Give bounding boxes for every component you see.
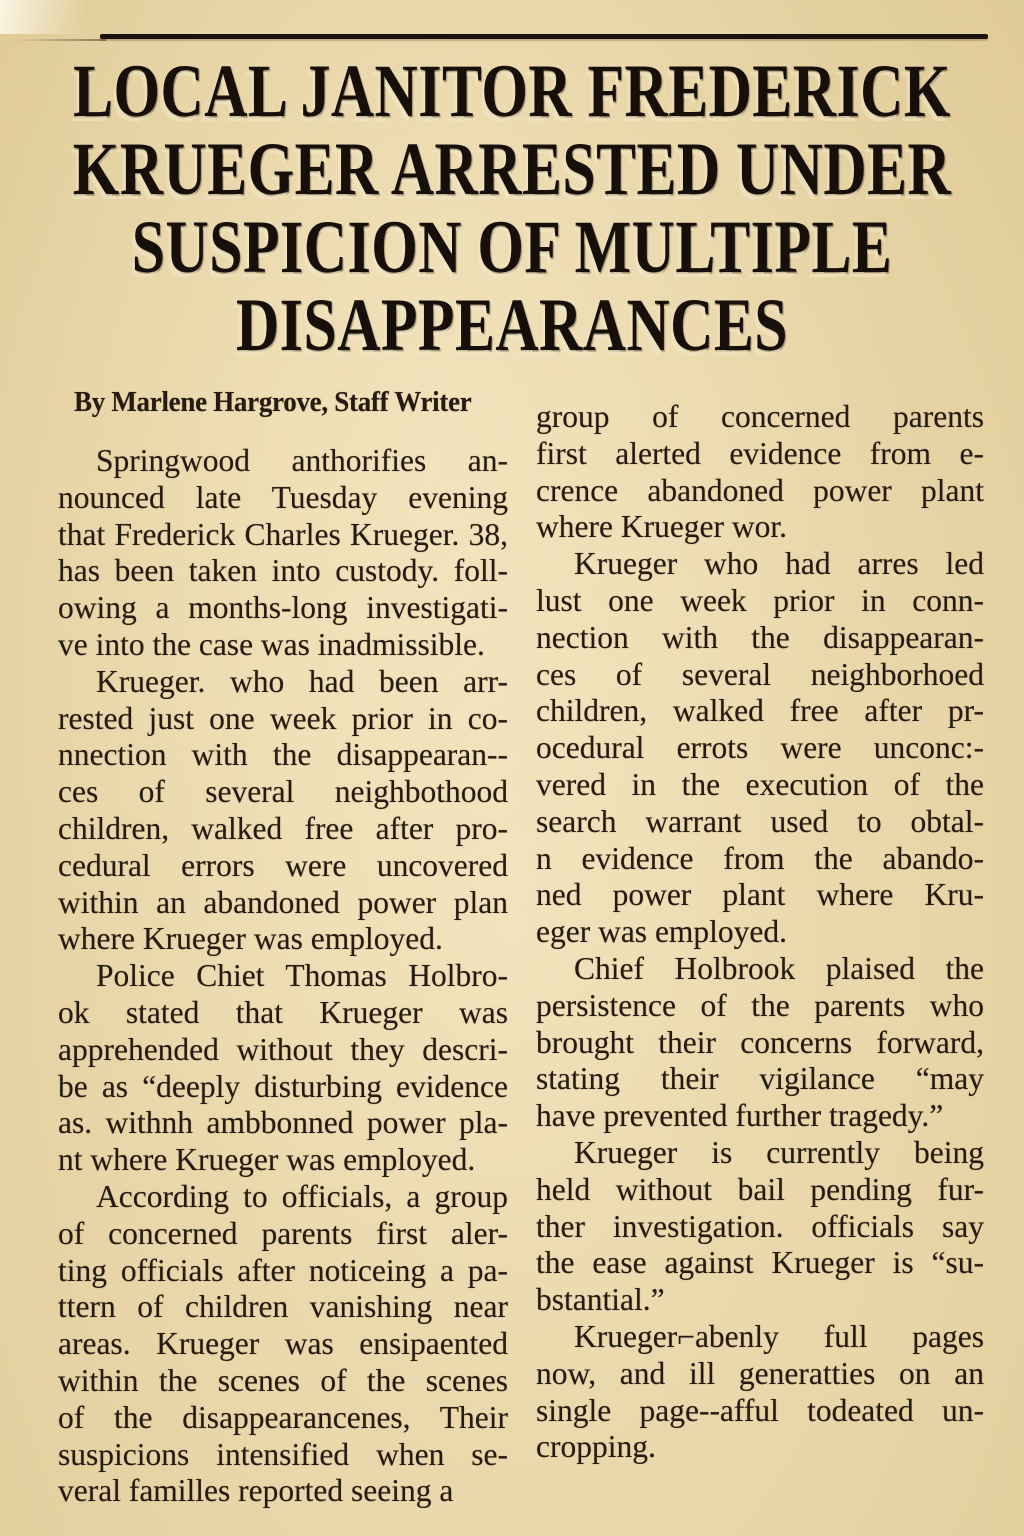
body-line: search warrant used to obtal- bbox=[536, 803, 984, 839]
paragraph bbox=[536, 1319, 984, 1466]
body-line: apprehended without they descri- bbox=[58, 1031, 508, 1067]
body-line: ting officials after noticeing a pa- bbox=[58, 1252, 508, 1288]
body-line: within the scenes of the scenes bbox=[58, 1362, 508, 1398]
body-line: single page--afful todeated un- bbox=[536, 1392, 984, 1428]
body-line: bstantial.” bbox=[536, 1282, 665, 1318]
paragraph bbox=[536, 951, 984, 1135]
body-line: cedural errors were uncovered bbox=[58, 847, 508, 883]
body-line: suspicions intensified when se- bbox=[58, 1436, 508, 1472]
body-line: n evidence from the abando- bbox=[536, 840, 984, 876]
body-line: brought their concerns forward, bbox=[536, 1024, 984, 1060]
paragraph bbox=[536, 399, 984, 546]
body-line: children, walked free after pro- bbox=[58, 810, 508, 846]
body-line: first alerted evidence from e- bbox=[536, 435, 984, 471]
body-line: now, and ill generatties on an bbox=[536, 1355, 984, 1391]
body-line: persistence of the parents who bbox=[536, 987, 984, 1023]
paragraph bbox=[536, 1135, 984, 1319]
body-line: has been taken into custody. foll- bbox=[58, 553, 508, 589]
column-right bbox=[536, 385, 984, 1466]
body-line: have prevented further tragedy.” bbox=[536, 1098, 944, 1134]
body-line: Police Chiet Thomas Holbro- bbox=[96, 958, 508, 994]
body-line: ned power plant where Kru- bbox=[536, 877, 984, 913]
paragraph bbox=[58, 443, 508, 664]
headline-line: DISAPPEARANCES bbox=[235, 283, 789, 367]
body-line: cropping. bbox=[536, 1429, 656, 1465]
body-line: Krueger is currently being bbox=[574, 1134, 984, 1170]
body-line: the ease against Krueger is “su- bbox=[536, 1245, 984, 1281]
body-line: of concerned parents first aler- bbox=[58, 1215, 508, 1251]
body-line: within an abandoned power plan bbox=[58, 884, 508, 920]
body-line: Krueger who had arres led bbox=[574, 546, 984, 582]
body-line: nt where Krueger was employed. bbox=[58, 1142, 476, 1178]
body-line: that Frederick Charles Krueger. 38, bbox=[58, 516, 508, 552]
body-line: vered in the execution of the bbox=[536, 766, 984, 802]
masthead-rule-fade bbox=[14, 39, 106, 41]
body-line: group of concerned parents bbox=[536, 399, 984, 434]
body-line: be as “deeply disturbing evidence bbox=[58, 1068, 508, 1104]
body-line: held without bail pending fur- bbox=[536, 1171, 984, 1207]
body-line: Krueger⌐abenly full pages bbox=[574, 1318, 984, 1354]
headline-line: SUSPICION OF MULTIPLE bbox=[131, 205, 893, 289]
body-line: Krueger. who had been arr- bbox=[96, 663, 508, 699]
body-line: as. withnh ambbonned power pla- bbox=[58, 1105, 508, 1141]
body-line: stating their vigilance “may bbox=[536, 1061, 984, 1097]
body-line: Springwood anthorifies an- bbox=[96, 443, 508, 478]
body-line: owing a months-long investigati- bbox=[58, 590, 508, 626]
paper-glare bbox=[0, 0, 120, 34]
body-line: ocedural errots were unconc:- bbox=[536, 730, 984, 766]
body-line: where Krueger wor. bbox=[536, 509, 788, 545]
body-line: children, walked free after pr- bbox=[536, 693, 984, 729]
headline-line: KRUEGER ARRESTED UNDER bbox=[72, 127, 952, 211]
article-columns bbox=[58, 385, 984, 1510]
body-line: ces of several neighbothood bbox=[58, 774, 508, 810]
headline bbox=[0, 48, 1024, 367]
body-line: ok stated that Krueger was bbox=[58, 994, 508, 1030]
body-line: Chief Holbrook plaised the bbox=[574, 950, 984, 986]
paragraph bbox=[536, 546, 984, 951]
body-line: areas. Krueger was ensipaented bbox=[58, 1326, 508, 1362]
body-line: lust one week prior in conn- bbox=[536, 582, 984, 618]
body-line: veral familles reported seeing a bbox=[58, 1473, 454, 1509]
paragraph bbox=[58, 958, 508, 1179]
body-line: eger was employed. bbox=[536, 914, 788, 950]
masthead-rule bbox=[100, 34, 988, 39]
body-line: ther investigation. officials say bbox=[536, 1208, 984, 1244]
body-line: rested just one week prior in co- bbox=[58, 700, 508, 736]
headline-line: LOCAL JANITOR FREDERICK bbox=[73, 48, 951, 133]
paragraph bbox=[58, 1179, 508, 1510]
paragraph bbox=[58, 664, 508, 958]
body-line: nnection with the disappearan-- bbox=[58, 737, 508, 773]
body-line: of the disappearancenes, Their bbox=[58, 1399, 508, 1435]
column-left bbox=[58, 385, 508, 1510]
body-line: ve into the case was inadmissible. bbox=[58, 626, 485, 662]
body-line: ttern of children vanishing near bbox=[58, 1289, 508, 1325]
body-line: nection with the disappearan- bbox=[536, 619, 984, 655]
body-line: nounced late Tuesday evening bbox=[58, 479, 508, 515]
body-line: crence abandoned power plant bbox=[536, 472, 984, 508]
body-line: According to officials, a group bbox=[96, 1178, 508, 1214]
body-line: where Krueger was employed. bbox=[58, 921, 443, 957]
byline: By Marlene Hargrove, Staff Writer bbox=[74, 386, 472, 418]
body-line: ces of several neighborhoed bbox=[536, 656, 984, 692]
